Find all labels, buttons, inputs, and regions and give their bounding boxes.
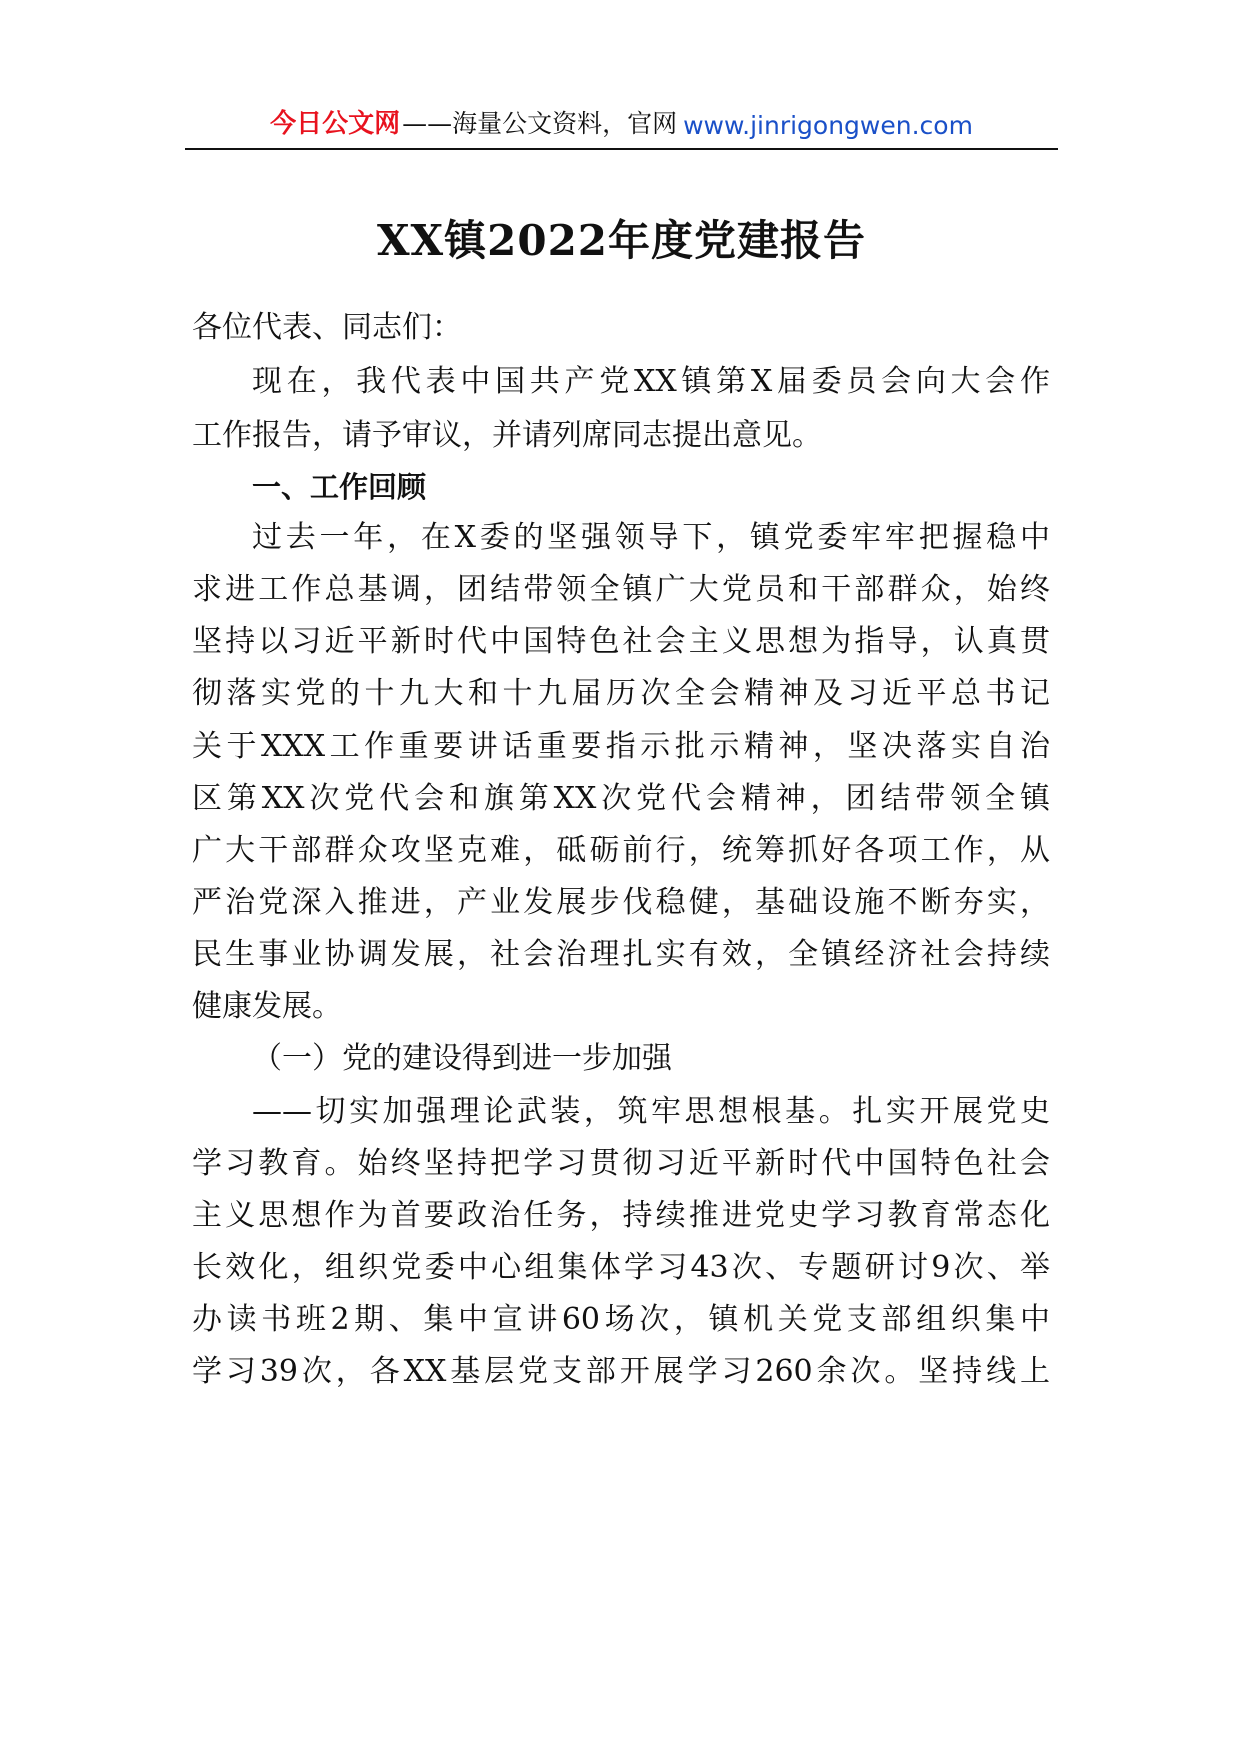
paragraph-line: 学习教育。始终坚持把学习贯彻习近平新时代中国特色社会 bbox=[192, 1146, 1050, 1181]
paragraph-line: 严治党深入推进，产业发展步伐稳健，基础设施不断夯实， bbox=[192, 885, 1050, 920]
paragraph-line: 长效化，组织党委中心组集体学习43次、专题研讨9次、举 bbox=[192, 1250, 1050, 1285]
paragraph-line: 区第XX次党代会和旗第XX次党代会精神，团结带领全镇 bbox=[192, 781, 1050, 816]
subsection-heading: （一）党的建设得到进一步加强 bbox=[252, 1041, 672, 1076]
paragraph-line: 学习39次，各XX基层党支部开展学习260余次。坚持线上 bbox=[192, 1354, 1050, 1389]
intro-line: 现在，我代表中国共产党XX镇第X届委员会向大会作 bbox=[252, 364, 1050, 399]
paragraph-line: 求进工作总基调，团结带领全镇广大党员和干部群众，始终 bbox=[192, 572, 1050, 607]
intro-line: 工作报告，请予审议，并请列席同志提出意见。 bbox=[192, 418, 822, 453]
paragraph-line: 广大干部群众攻坚克难，砥砺前行，统筹抓好各项工作，从 bbox=[192, 833, 1050, 868]
paragraph-line: 民生事业协调发展，社会治理扎实有效，全镇经济社会持续 bbox=[192, 937, 1050, 972]
paragraph-line: 主义思想作为首要政治任务，持续推进党史学习教育常态化 bbox=[192, 1198, 1050, 1233]
paragraph-line: 健康发展。 bbox=[192, 989, 342, 1024]
site-header bbox=[185, 108, 1058, 150]
paragraph-line: 过去一年，在X委的坚强领导下，镇党委牢牢把握稳中 bbox=[252, 520, 1050, 555]
salutation: 各位代表、同志们： bbox=[192, 310, 462, 345]
paragraph-line: 坚持以习近平新时代中国特色社会主义思想为指导，认真贯 bbox=[192, 624, 1050, 659]
paragraph-line: ——切实加强理论武装，筑牢思想根基。扎实开展党史 bbox=[252, 1094, 1050, 1129]
site-tagline: ——海量公文资料，官网 bbox=[402, 109, 678, 138]
paragraph-line: 关于XXX工作重要讲话重要指示批示精神，坚决落实自治 bbox=[192, 729, 1050, 764]
document-title: XX镇2022年度党建报告 bbox=[376, 216, 867, 265]
site-name: 今日公文网 bbox=[270, 109, 401, 139]
paragraph-line: 彻落实党的十九大和十九届历次全会精神及习近平总书记 bbox=[192, 676, 1050, 711]
site-url-link[interactable]: www.jinrigongwen.com bbox=[683, 111, 973, 140]
section-heading: 一、工作回顾 bbox=[252, 470, 427, 504]
paragraph-line: 办读书班2期、集中宣讲60场次，镇机关党支部组织集中 bbox=[192, 1302, 1050, 1337]
